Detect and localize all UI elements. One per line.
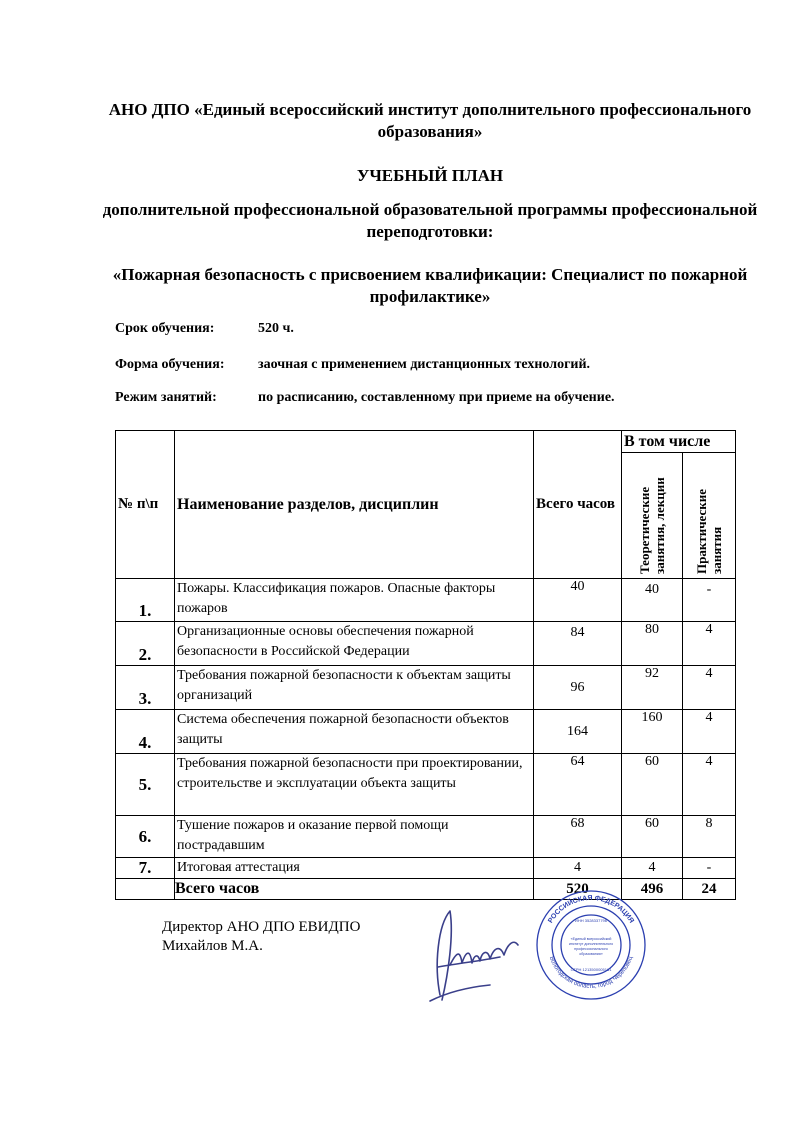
row-name: Тушение пожаров и оказание первой помощи пострадавшим	[175, 816, 534, 858]
header-theory-label: Теоретические занятия, лекции	[637, 477, 667, 574]
row-theory: 4	[622, 858, 683, 879]
row-theory: 60	[622, 754, 683, 816]
row-total: 64	[534, 754, 622, 816]
row-number: 4.	[116, 710, 175, 754]
table-row	[116, 710, 736, 754]
row-number: 2.	[116, 622, 175, 666]
row-theory: 80	[622, 622, 683, 666]
row-total: 40	[534, 579, 622, 622]
signatory-position: Директор АНО ДПО ЕВИДПО	[162, 919, 361, 935]
row-practice: 4	[683, 710, 736, 754]
stamp-region-text: Вологодская область, город Череповец	[547, 955, 635, 991]
row-name: Пожары. Классификация пожаров. Опасные факторы пожаров	[175, 579, 534, 622]
stamp-inner-line-1: «Единый всероссийский	[570, 937, 612, 941]
term-label: Срок обучения:	[115, 321, 215, 336]
row-theory: 92	[622, 666, 683, 710]
header-number: № п\п	[116, 431, 175, 579]
table-row	[116, 666, 736, 710]
program-subtitle: дополнительной профессиональной образовательной программы профессиональной переподготовки:	[102, 200, 758, 241]
header-theory	[622, 453, 683, 579]
table-row	[116, 858, 736, 879]
row-total: 68	[534, 816, 622, 858]
row-number: 3.	[116, 666, 175, 710]
stamp-outer-text: РОССИЙСКАЯ ФЕДЕРАЦИЯ	[547, 894, 635, 925]
totals-label: Всего часов	[175, 879, 534, 900]
totals-practice: 24	[683, 879, 736, 900]
row-total: 164	[534, 710, 622, 754]
table-row	[116, 816, 736, 858]
row-practice: 4	[683, 666, 736, 710]
stamp-inn: ИНН 3528337796	[574, 918, 608, 923]
totals-theory: 496	[622, 879, 683, 900]
table-row	[116, 622, 736, 666]
row-theory: 160	[622, 710, 683, 754]
row-number: 1.	[116, 579, 175, 622]
header-total: Всего часов	[534, 431, 622, 579]
row-total: 4	[534, 858, 622, 879]
mode-value: по расписанию, составленному при приеме на обучение.	[258, 390, 615, 405]
curriculum-table	[115, 430, 736, 900]
row-practice: -	[683, 579, 736, 622]
row-practice: 4	[683, 754, 736, 816]
mode-row	[115, 390, 615, 406]
stamp-ogrn: ОГРН 1213500005181	[570, 967, 612, 972]
row-practice: -	[683, 858, 736, 879]
row-name: Организационные основы обеспечения пожарной безопасности в Российской Федерации	[175, 622, 534, 666]
signatory-name: Михайлов М.А.	[162, 938, 263, 954]
row-practice: 8	[683, 816, 736, 858]
header-practice-label: Практические занятия	[694, 489, 724, 574]
row-total: 96	[534, 666, 622, 710]
term-value: 520 ч.	[258, 321, 294, 336]
totals-number-cell	[116, 879, 175, 900]
form-row	[115, 357, 591, 373]
row-name: Система обеспечения пожарной безопасности объектов защиты	[175, 710, 534, 754]
stamp-inner-line-4: образования»	[579, 952, 603, 956]
header-name: Наименование разделов, дисциплин	[175, 431, 534, 579]
row-total: 84	[534, 622, 622, 666]
row-theory: 40	[622, 579, 683, 622]
table-row	[116, 754, 736, 816]
mode-label: Режим занятий:	[115, 390, 217, 405]
row-number: 7.	[116, 858, 175, 879]
row-practice: 4	[683, 622, 736, 666]
signatory-block	[162, 918, 360, 956]
form-value: заочная с применением дистанционных технологий.	[258, 357, 591, 372]
header-including: В том числе	[622, 431, 736, 453]
form-label: Форма обучения:	[115, 357, 225, 372]
row-number: 5.	[116, 754, 175, 816]
row-name: Требования пожарной безопасности к объектам защиты организаций	[175, 666, 534, 710]
stamp-inner-line-2: институт дополнительного	[568, 942, 614, 946]
document-title: УЧЕБНЫЙ ПЛАН	[356, 166, 504, 185]
program-name: «Пожарная безопасность с присвоением квалификации: Специалист по пожарной профилактике»	[112, 265, 748, 306]
organization-heading: АНО ДПО «Единый всероссийский институт дополнительного профессионального образования»	[108, 100, 752, 141]
term-row	[115, 321, 294, 337]
table-row	[116, 579, 736, 622]
header-practice	[683, 453, 736, 579]
organization-stamp	[534, 888, 648, 1002]
row-name: Итоговая аттестация	[175, 858, 534, 879]
row-number: 6.	[116, 816, 175, 858]
stamp-inner-line-3: профессионального	[574, 947, 608, 951]
totals-total: 520	[534, 879, 622, 900]
row-name: Требования пожарной безопасности при проектировании, строительстве и эксплуатации объекта защиты	[175, 754, 534, 816]
handwritten-signature	[420, 905, 540, 1005]
row-theory: 60	[622, 816, 683, 858]
